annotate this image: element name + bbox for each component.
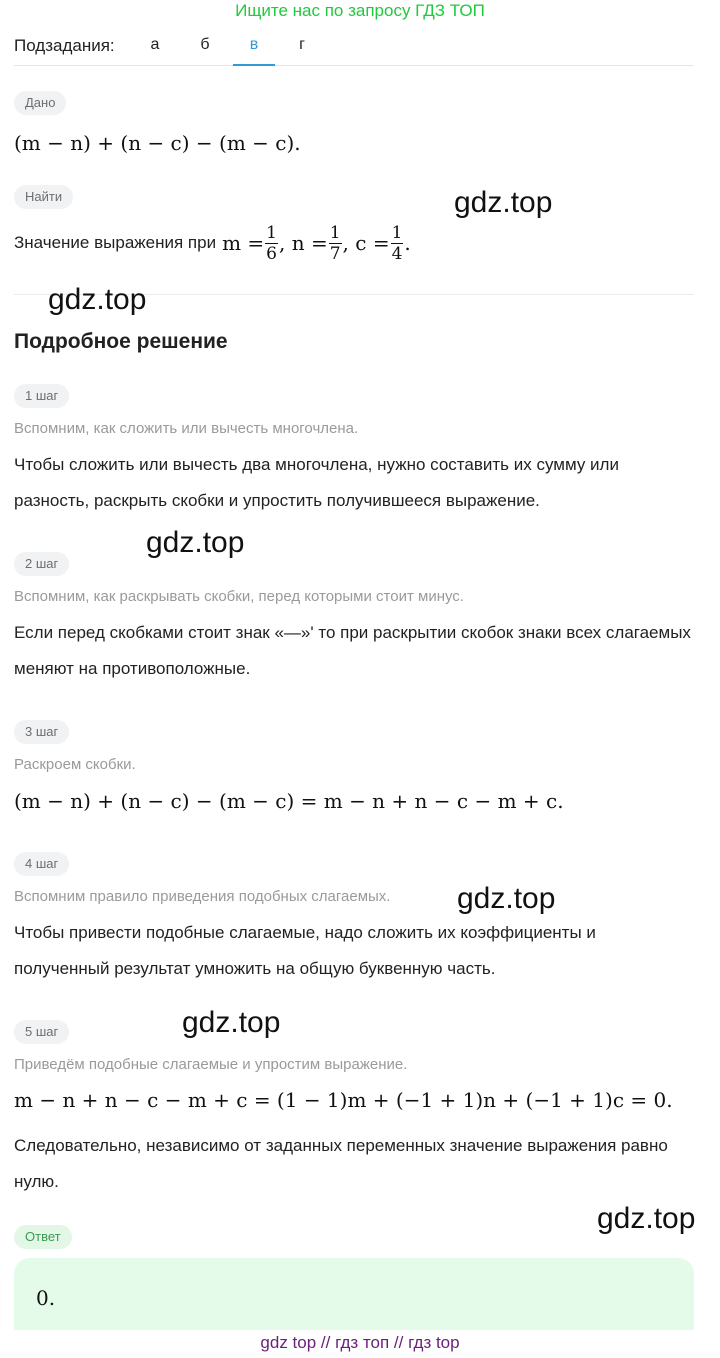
- find-c-numerator: 1: [391, 222, 403, 243]
- find-n-denominator: 7: [329, 243, 341, 264]
- given-pill: Дано: [14, 91, 66, 115]
- step-5-math: m − n + n − c − m + c = (1 − 1)m + (−1 + 1)n + (−1 + 1)c = 0.: [14, 1088, 673, 1112]
- given-expression: (m − n) + (n − c) − (m − c).: [14, 131, 301, 155]
- find-c-denominator: 4: [391, 243, 403, 264]
- find-end: .: [404, 231, 411, 255]
- find-statement: [14, 218, 411, 268]
- step-5-text: Следовательно, независимо от заданных переменных значение выражения равно нулю.: [14, 1136, 668, 1191]
- find-n-fraction: [329, 223, 342, 264]
- step-5-pill: 5 шаг: [14, 1020, 69, 1044]
- find-pill: Найти: [14, 185, 73, 209]
- step-2-pill: 2 шаг: [14, 552, 69, 576]
- tab-subtask-g[interactable]: г: [299, 36, 305, 53]
- step-4-pill: 4 шаг: [14, 852, 69, 876]
- footer-links: gdz top // гдз топ // гдз top: [260, 1333, 460, 1352]
- step-3-math: (m − n) + (n − c) − (m − c) = m − n + n − c − m + c.: [14, 789, 564, 813]
- step-1-pill: 1 шаг: [14, 384, 69, 408]
- watermark: gdz.top: [597, 1202, 696, 1235]
- answer-value: 0.: [36, 1286, 56, 1310]
- watermark: gdz.top: [48, 283, 147, 316]
- subtasks-label: Подзадания:: [14, 36, 115, 55]
- watermark: gdz.top: [182, 1006, 281, 1039]
- find-c-fraction: [391, 223, 404, 264]
- step-4-hint: Вспомним правило приведения подобных слагаемых.: [14, 888, 391, 905]
- find-c-var: , c =: [342, 231, 390, 255]
- tab-subtask-v[interactable]: в: [233, 36, 275, 66]
- step-2-text: Если перед скобками стоит знак «—»' то при раскрытии скобок знаки всех слагаемых меняют на противоположные.: [14, 623, 691, 678]
- find-m-denominator: 6: [266, 243, 277, 264]
- solution-title: Подробное решение: [14, 330, 228, 353]
- tab-subtask-b[interactable]: б: [200, 36, 210, 53]
- search-banner: Ищите нас по запросу ГДЗ ТОП: [235, 1, 485, 20]
- find-m-numerator: 1: [266, 222, 277, 243]
- subtasks-bar: [14, 32, 694, 66]
- step-3-hint: Раскроем скобки.: [14, 756, 136, 773]
- find-m-var: m =: [222, 231, 265, 255]
- step-2-hint: Вспомним, как раскрывать скобки, перед которыми стоит минус.: [14, 588, 464, 605]
- find-m-fraction: [265, 223, 278, 264]
- find-n-numerator: 1: [329, 222, 341, 243]
- answer-pill: Ответ: [14, 1225, 72, 1249]
- watermark: gdz.top: [454, 186, 553, 219]
- step-5-hint: Приведём подобные слагаемые и упростим выражение.: [14, 1056, 408, 1073]
- step-3-pill: 3 шаг: [14, 720, 69, 744]
- step-1-hint: Вспомним, как сложить или вычесть многочлена.: [14, 420, 359, 437]
- step-1-text: Чтобы сложить или вычесть два многочлена, нужно составить их сумму или разность, раскрыть скобки и упростить получившееся выражение.: [14, 455, 619, 510]
- tab-subtask-a[interactable]: а: [150, 36, 160, 53]
- find-text: Значение выражения при: [14, 233, 217, 252]
- find-n-var: , n =: [279, 231, 328, 255]
- step-4-text: Чтобы привести подобные слагаемые, надо сложить их коэффициенты и полученный результат умножить на общую буквенную часть.: [14, 923, 596, 978]
- watermark: gdz.top: [457, 882, 556, 915]
- watermark: gdz.top: [146, 526, 245, 559]
- answer-box: [14, 1258, 694, 1330]
